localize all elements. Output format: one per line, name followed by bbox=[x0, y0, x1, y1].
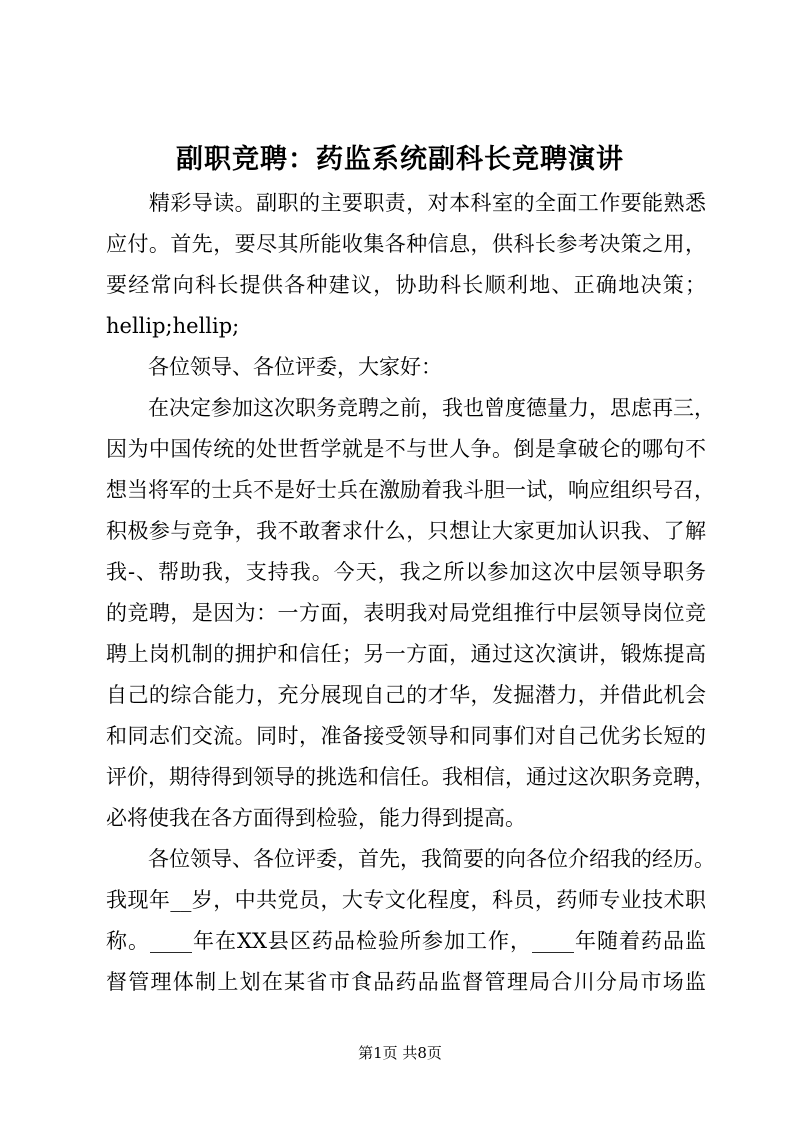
body-line: 和同志们交流。同时，准备接受领导和同事们对自己优劣长短的 bbox=[106, 724, 706, 748]
body-line: 想当将军的士兵不是好士兵在激励着我斗胆一试，响应组织号召， bbox=[106, 478, 715, 502]
body-line: 督管理体制上划在某省市食品药品监督管理局合川分局市场监 bbox=[106, 970, 706, 994]
body-line: 在决定参加这次职务竞聘之前，我也曾度德量力，思虑再三， bbox=[106, 396, 715, 420]
body-line: 积极参与竞争，我不敢奢求什么，只想让大家更加认识我、了解 bbox=[106, 519, 706, 543]
body-line: 称。____年在XX县区药品检验所参加工作，____年随着药品监 bbox=[106, 929, 706, 953]
body-line: 我现年__岁，中共党员，大专文化程度，科员，药师专业技术职 bbox=[106, 888, 706, 912]
page-number-footer: 第1页 共8页 bbox=[358, 1044, 442, 1062]
body-line: 要经常向科长提供各种建议，协助科长顺利地、正确地决策； bbox=[106, 273, 706, 297]
body-line: 精彩导读。副职的主要职责，对本科室的全面工作要能熟悉 bbox=[106, 191, 706, 215]
body-line: 因为中国传统的处世哲学就是不与世人争。倒是拿破仑的哪句不 bbox=[106, 437, 706, 461]
body-line: 聘上岗机制的拥护和信任；另一方面，通过这次演讲，锻炼提高 bbox=[106, 642, 706, 666]
body-line: 各位领导、各位评委，大家好： bbox=[106, 355, 442, 379]
body-line: 的竞聘，是因为：一方面，表明我对局党组推行中层领导岗位竞 bbox=[106, 601, 706, 625]
document-title: 副职竞聘：药监系统副科长竞聘演讲 bbox=[176, 144, 624, 175]
body-line: 应付。首先，要尽其所能收集各种信息，供科长参考决策之用， bbox=[106, 232, 706, 256]
body-line: 评价，期待得到领导的挑选和信任。我相信，通过这次职务竞聘， bbox=[106, 765, 715, 789]
body-line: 我-、帮助我，支持我。今天，我之所以参加这次中层领导职务 bbox=[106, 560, 706, 584]
body-line: 自己的综合能力，充分展现自己的才华，发掘潜力，并借此机会 bbox=[106, 683, 706, 707]
body-line: 各位领导、各位评委，首先，我简要的向各位介绍我的经历。 bbox=[106, 847, 715, 871]
body-line: hellip;hellip; bbox=[106, 314, 240, 338]
body-line: 必将使我在各方面得到检验，能力得到提高。 bbox=[106, 806, 526, 830]
